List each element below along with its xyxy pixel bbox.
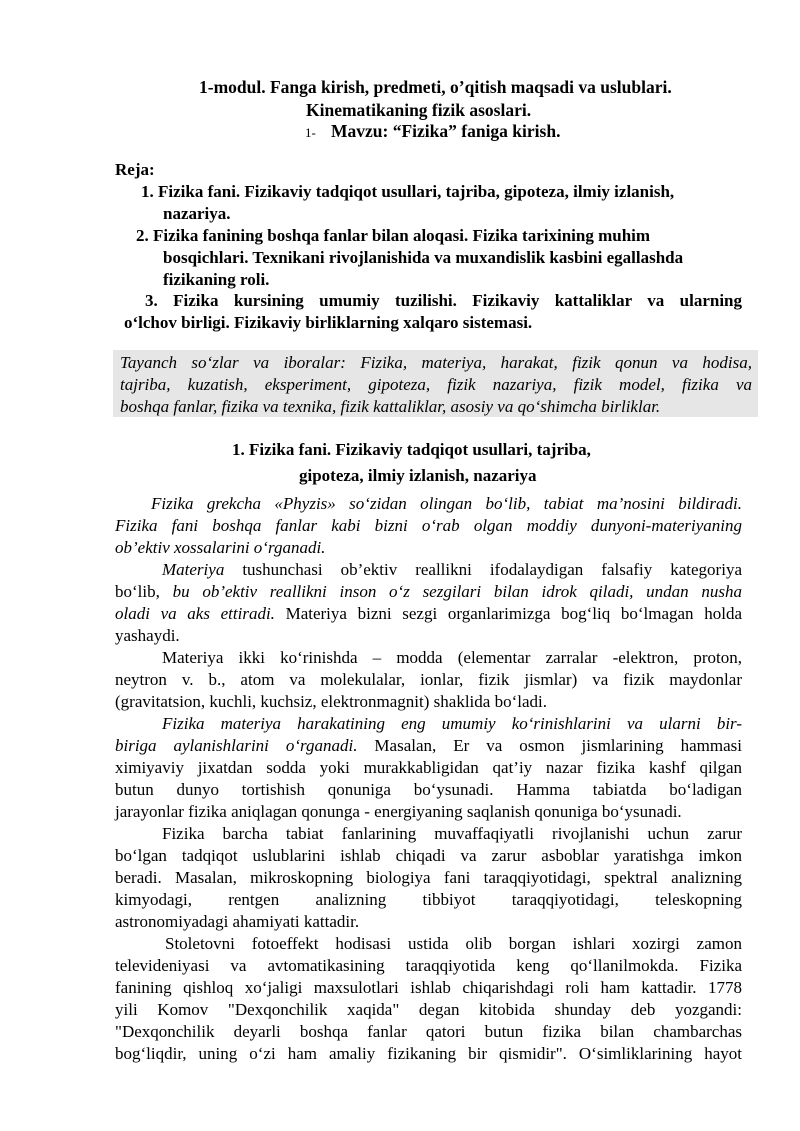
module-subtitle: Kinematikaning fizik asoslari.: [306, 100, 532, 120]
p6-line-1: Stoletovni fotoeffekt hodisasi ustida olib borgan ishlari xozirgi zamon: [165, 934, 742, 953]
p3-line-3: (gravitatsion, kuchli, kuchsiz, elektronmagnit) shaklida bo‘ladi.: [115, 692, 547, 711]
plan-item-3-line-1: 3. Fizika kursining umumiy tuzilishi. Fizikaviy kattaliklar va ularning: [145, 291, 742, 310]
p2-line-2-start: bo‘lib,: [115, 582, 173, 601]
p2-line-2: [115, 581, 742, 603]
p5-line-4: kimyodagi, rentgen analizning tibbiyot taraqqiyotidagi, teleskopning: [115, 890, 742, 909]
p4-line-3: ximiyaviy jixatdan sodda yoki murakkabligidan qat’iy nazar fizika kashf qilgan: [115, 758, 742, 777]
p5-line-2: bo‘lgan tadqiqot uslublarini ishlab chiqadi va zarur asboblar yaratishga imkon: [115, 846, 742, 865]
plan-item-1-line-2: nazariya.: [163, 204, 231, 223]
p3-line-2: neytron v. b., atom va molekulalar, ionlar, fizik jismlar) va fizik maydonlar: [115, 670, 742, 689]
p4-line-1: Fizika materiya harakatining eng umumiy ko‘rinishlarini va ularni bir-: [162, 714, 742, 733]
p4-line-5: jarayonlar fizika aniqlagan qonunga - energiyaning saqlanish qonuniga bo‘ysunadi.: [115, 802, 682, 821]
topic-number: 1-: [305, 125, 316, 140]
p2-line-1: [162, 559, 742, 581]
p1-line-1: Fizika grekcha «Phyzis» so‘zidan olingan bo‘lib, tabiat ma’nosini bildiradi.: [151, 494, 742, 513]
p6-line-4: yili Komov "Dexqonchilik xaqida" degan kitobida shunday deb yozgandi:: [115, 1000, 742, 1019]
p2-term: Materiya: [162, 560, 225, 579]
keywords-line-2: tajriba, kuzatish, eksperiment, gipoteza, fizik nazariya, fizik model, fizika va: [120, 375, 752, 394]
p4-line-2-italic: biriga aylanishlarini o‘rganadi.: [115, 736, 358, 755]
p4-line-2: [115, 735, 742, 757]
p6-line-6: bog‘liqdir, uning o‘zi ham amaliy fizikaning bir qismidir". O‘simliklarining hayot: [115, 1044, 742, 1063]
p6-line-2: televideniyasi va avtomatikasining taraqqiyotida keng qo‘llanilmokda. Fizika: [115, 956, 742, 975]
p4-line-4: butun dunyo tortishish qonuniga bo‘ysunadi. Hamma tabiatda bo‘ladigan: [115, 780, 742, 799]
plan-item-1-line-1: 1. Fizika fani. Fizikaviy tadqiqot usullari, tajriba, gipoteza, ilmiy izlanish,: [141, 182, 675, 201]
p5-line-5: astronomiyadagi ahamiyati kattadir.: [115, 912, 360, 931]
plan-item-2-line-1: 2. Fizika fanining boshqa fanlar bilan aloqasi. Fizika tarixining muhim: [136, 226, 651, 245]
p2-line-2-italic: bu ob’ektiv reallikni inson o‘z sezgilari bilan idrok qiladi, undan nusha: [172, 582, 743, 601]
p5-line-1: Fizika barcha tabiat fanlarining muvaffaqiyatli rivojlanishi uchun zarur: [162, 824, 742, 843]
p2-line-1-rest: tushunchasi ob’ektiv reallikni ifodalaydigan falsafiy kategoriya: [224, 560, 742, 579]
section-heading-line-2: gipoteza, ilmiy izlanish, nazariya: [299, 466, 537, 485]
plan-item-3-line-2: o‘lchov birligi. Fizikaviy birliklarning xalqaro sistemasi.: [124, 313, 533, 332]
p6-line-3: fanining qishloq xo‘jaligi maxsulotlari ishlab chiqarishdagi roli ham kattadir. 1778: [115, 978, 742, 997]
p1-line-3: ob’ektiv xossalarini o‘rganadi.: [115, 538, 326, 557]
plan-item-2-line-2: bosqichlari. Texnikani rivojlanishida va muxandislik kasbini egallashda: [163, 248, 684, 267]
keywords-line-3: boshqa fanlar, fizika va texnika, fizik kattaliklar, asosiy va qo‘shimcha birliklar.: [120, 397, 661, 416]
p5-line-3: beradi. Masalan, mikroskopning biologiya fani taraqqiyotidagi, spektral analizning: [115, 868, 742, 887]
p6-line-5: "Dexqonchilik deyarli boshqa fanlar qatori butun fizika bilan chambarchas: [115, 1022, 742, 1041]
p2-line-3-rest: Materiya bizni sezgi organlarimizga bog‘liq bo‘lmagan holda: [274, 604, 742, 623]
section-heading-line-1: 1. Fizika fani. Fizikaviy tadqiqot usullari, tajriba,: [232, 440, 591, 459]
p2-line-4: yashaydi.: [115, 626, 180, 645]
p2-line-3: [115, 603, 742, 625]
module-title: 1-modul. Fanga kirish, predmeti, o’qitish maqsadi va uslublari.: [199, 77, 672, 97]
p2-line-3-italic: oladi va aks ettiradi.: [115, 604, 275, 623]
p3-line-1: Materiya ikki ko‘rinishda – modda (elementar zarralar -elektron, proton,: [162, 648, 742, 667]
keywords-line-1: Tayanch so‘zlar va iboralar: Fizika, materiya, harakat, fizik qonun va hodisa,: [120, 353, 752, 372]
p4-line-2-rest: Masalan, Er va osmon jismlarining hammasi: [357, 736, 742, 755]
topic-title: Mavzu: “Fizika” faniga kirish.: [331, 121, 561, 141]
plan-label: Reja:: [115, 160, 155, 179]
p1-line-2: Fizika fani boshqa fanlar kabi bizni o‘rab olgan moddiy dunyoni-materiyaning: [115, 516, 742, 535]
plan-item-2-line-3: fizikaning roli.: [163, 270, 270, 289]
